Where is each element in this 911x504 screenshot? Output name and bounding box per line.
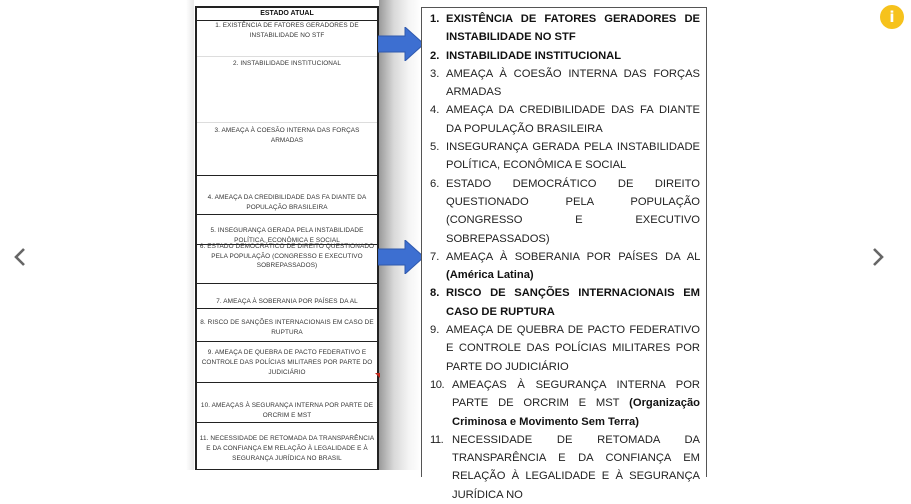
list-item — [430, 65, 700, 102]
list-item — [430, 284, 700, 321]
list-item — [430, 175, 700, 248]
info-icon: i — [889, 8, 895, 26]
item-text: INSEGURANÇA GERADA PELA INSTABILIDADE POLÍTICA, ECONÔMICA E SOCIAL — [446, 141, 700, 172]
item-number: 3. — [430, 67, 440, 80]
item-text: AMEAÇA À COESÃO INTERNA DAS FORÇAS ARMADAS — [446, 67, 700, 99]
table-header: ESTADO ATUAL — [197, 8, 377, 21]
numbered-list — [430, 10, 700, 504]
item-number: 9. — [430, 324, 440, 337]
item-text: AMEAÇA DA CREDIBILIDADE DAS FA DIANTE DA POPULAÇÃO BRASILEIRA — [446, 104, 700, 135]
row-divider — [197, 214, 377, 215]
shadow — [186, 0, 194, 470]
item-text: ESTADO DEMOCRÁTICO DE DIREITO QUESTIONADO PELA POPULAÇÃO (CONGRESSO E EXECUTIVO SOBREPASSADOS) — [446, 177, 700, 245]
table-row: 10. AMEAÇAS À SEGURANÇA INTERNA POR PARTE DE ORCRIM E MST — [200, 402, 374, 419]
item-number: 1. — [430, 13, 440, 25]
item-text: AMEAÇA DE QUEBRA DE PACTO FEDERATIVO E CONTROLE DAS POLÍCIAS MILITARES POR PARTE DO JUDICIÁRIO — [446, 324, 700, 373]
item-number: 2. — [430, 49, 440, 62]
row-divider — [197, 175, 377, 176]
table-row: 3. AMEAÇA À COESÃO INTERNA DAS FORÇAS ARMADAS — [214, 127, 360, 144]
item-text: NECESSIDADE DE RETOMADA DA TRANSPARÊNCIA E DA CONFIANÇA EM RELAÇÃO À LEGALIDADE E À SEGURANÇA JURÍDICA NO — [452, 433, 700, 501]
table-row: 8. RISCO DE SANÇÕES INTERNACIONAIS EM CASO DE RUPTURA — [200, 319, 374, 336]
item-number: 11. — [430, 433, 444, 446]
chevron-left-icon — [13, 247, 27, 267]
previous-button[interactable] — [8, 243, 32, 271]
list-item — [430, 248, 700, 285]
item-number: 5. — [430, 141, 440, 154]
chevron-right-icon — [871, 247, 885, 267]
item-number: 8. — [430, 287, 440, 300]
list-item — [430, 47, 700, 65]
table-row: 9. AMEAÇA DE QUEBRA DE PACTO FEDERATIVO E CONTROLE DAS POLÍCIAS MILITARES POR PARTE DO JUDICIÁRIO — [201, 349, 373, 376]
item-text: RISCO DE SANÇÕES INTERNACIONAIS EM CASO DE RUPTURA — [446, 287, 700, 318]
info-button[interactable] — [880, 5, 904, 29]
item-number: 7. — [430, 250, 440, 263]
row-divider — [197, 422, 377, 423]
arrow-right-icon — [378, 240, 424, 274]
table-row: 4. AMEAÇA DA CREDIBILIDADE DAS FA DIANTE DA POPULAÇÃO BRASILEIRA — [207, 194, 367, 211]
row-divider — [197, 341, 377, 342]
table-row: 2. INSTABILIDADE INSTITUCIONAL — [233, 60, 341, 67]
item-text: INSTABILIDADE INSTITUCIONAL — [446, 49, 622, 62]
row-divider — [197, 283, 377, 284]
list-item — [430, 321, 700, 376]
list-item — [430, 101, 700, 138]
item-number: 4. — [430, 104, 440, 117]
item-number: 10. — [430, 378, 445, 391]
arrow-right-icon — [378, 27, 424, 61]
list-item — [430, 10, 700, 47]
list-item — [430, 431, 700, 504]
item-text: AMEAÇA À SOBERANIA POR PAÍSES DA AL — [446, 250, 700, 263]
row-divider — [197, 382, 377, 383]
comment-marker — [375, 373, 380, 378]
item-text: EXISTÊNCIA DE FATORES GERADORES DE INSTABILIDADE NO STF — [446, 13, 700, 44]
list-item — [430, 376, 700, 431]
item-number: 6. — [430, 177, 440, 190]
table-row: 6. ESTADO DEMOCRÁTICO DE DIREITO QUESTIONADO PELA POPULAÇÃO (CONGRESSO E EXECUTIVO SOBREPASSADOS) — [199, 243, 375, 269]
row-divider — [197, 308, 377, 309]
row-divider — [197, 56, 377, 57]
item-note: (América Latina) — [446, 269, 534, 282]
shadow — [379, 0, 421, 470]
numbered-list-box — [421, 7, 707, 501]
next-button[interactable] — [866, 243, 890, 271]
item-note: (Organização Criminosa e Movimento Sem Terra) — [452, 397, 701, 428]
estado-atual-table — [195, 6, 379, 470]
row-divider — [197, 122, 377, 123]
table-row: 1. EXISTÊNCIA DE FATORES GERADORES DE INSTABILIDADE NO STF — [215, 22, 359, 39]
item-text: AMEAÇAS À SEGURANÇA INTERNA POR PARTE DE ORCRIM E MST — [452, 378, 700, 410]
list-item — [430, 138, 700, 175]
table-row: 5. INSEGURANÇA GERADA PELA INSTABILIDADE POLÍTICA, ECONÔMICA E SOCIAL — [210, 227, 364, 244]
table-row: 11. NECESSIDADE DE RETOMADA DA TRANSPARÊNCIA E DA CONFIANÇA EM RELAÇÃO À LEGALIDADE E À SEGURANÇA JURÍDICA NO BRASIL — [199, 435, 375, 462]
table-row: 7. AMEAÇA À SOBERANIA POR PAÍSES DA AL — [216, 298, 358, 305]
